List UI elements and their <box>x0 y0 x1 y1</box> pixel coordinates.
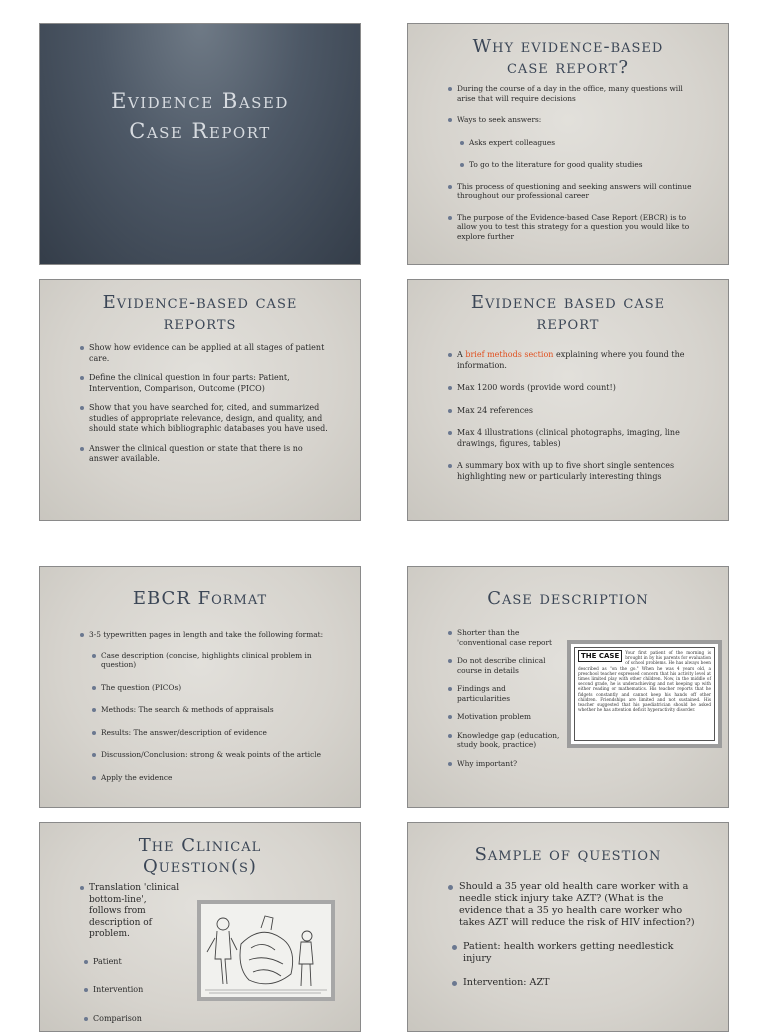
bullet: The purpose of the Evidence-based Case Report (EBCR) is to allow you to test this strategy for a question you would like to explore further <box>448 213 698 242</box>
sub-bullet: Results: The answer/description of evidence <box>92 728 340 738</box>
bullet: Show that you have searched for, cited, and summarized studies of appropriate relevance, design, and quality, and should state which bibliographic databases you have used. <box>80 403 330 435</box>
title-line: reports <box>163 313 237 334</box>
case-text: Your first patient of the morning is brought in by his parents for evaluation of school problems. He has always been described as "on the go." When he was 4 years old, a preschool teacher expressed concern that his activity level at times limited play with other children. Now, in the middle of second grade, he is underachieving and not keeping up with either reading or mathematics. His teacher reports that he fidgets constantly and cannot keep his hands off other children. Friendships are limited and not sustained. His teacher suggested that his paediatrician should be asked whether he has attention deficit hyperactivity disorder. <box>578 650 711 713</box>
bullet: Findings and particularities <box>448 684 560 703</box>
case-excerpt <box>567 640 722 748</box>
bullet-text: A <box>457 350 463 359</box>
bullet: Shorter than the 'conventional case report <box>448 628 560 647</box>
case-excerpt-body <box>574 647 715 741</box>
sub-bullet: Patient <box>84 957 180 968</box>
slide-7[interactable] <box>39 822 361 1032</box>
bullet: Define the clinical question in four parts: Patient, Intervention, Comparison, Outcome (PICO) <box>80 373 330 394</box>
bullet-list <box>80 630 340 782</box>
illustration-image <box>197 900 335 1001</box>
slide-5[interactable] <box>39 566 361 808</box>
title-line: Case Report <box>129 119 271 143</box>
slide-6[interactable] <box>407 566 729 808</box>
slide-5-title <box>46 588 354 609</box>
slide-6-title <box>414 588 722 609</box>
bullet: Should a 35 year old health care worker with a needle stick injury take AZT? (What is the evidence that a 35 yo health care worker who takes AZT will reduce the risk of HIV infection?) <box>448 881 698 929</box>
title-line: Evidence-based case <box>102 292 298 313</box>
bullet: Max 1200 words (provide word count!) <box>448 383 698 394</box>
title-line: case report? <box>506 57 629 78</box>
bullet: Ways to seek answers: <box>448 115 698 125</box>
bullet-list <box>448 84 698 241</box>
slide-1[interactable] <box>39 23 361 265</box>
sub-bullet: Apply the evidence <box>92 773 340 783</box>
sketch-illustration <box>201 904 331 997</box>
sub-bullet: Asks expert colleagues <box>460 138 698 148</box>
sub-bullet: Intervention: AZT <box>452 977 698 989</box>
bullet: This process of questioning and seeking answers will continue throughout our professional career <box>448 182 698 201</box>
sub-bullet: The question (PICOs) <box>92 683 340 693</box>
title-line: Question(s) <box>143 856 257 877</box>
bullet-list <box>448 350 698 482</box>
title-line: EBCR Format <box>132 588 268 609</box>
bullet: A summary box with up to five short single sentences highlighting new or particularly interesting things <box>448 461 698 482</box>
title-line: report <box>536 313 600 334</box>
slide-3-title <box>46 292 354 334</box>
slide-1-title <box>40 86 360 146</box>
bullet-text: explaining where you found the information. <box>457 350 685 370</box>
bullet: Translation 'clinical bottom-line', follows from description of problem. <box>80 883 180 941</box>
bullet: Max 24 references <box>448 406 698 417</box>
slide-3[interactable] <box>39 279 361 521</box>
bullet: Knowledge gap (education, study book, practice) <box>448 731 560 750</box>
title-line: Sample of question <box>474 844 662 865</box>
bullet: Show how evidence can be applied at all stages of patient care. <box>80 343 330 364</box>
sub-bullet: Methods: The search & methods of appraisals <box>92 705 340 715</box>
case-tag: THE CASE <box>578 650 622 662</box>
bullet: 3-5 typewritten pages in length and take the following format: <box>80 630 340 640</box>
bullet-list <box>80 343 330 465</box>
bullet: Answer the clinical question or state that there is no answer available. <box>80 444 330 465</box>
title-line: Why evidence-based <box>472 36 664 57</box>
highlighted-phrase: brief methods section <box>465 350 554 359</box>
slide-7-title <box>46 835 354 877</box>
sub-bullet: Discussion/Conclusion: strong & weak points of the article <box>92 750 340 760</box>
sub-bullet: Intervention <box>84 985 180 996</box>
slide-2-title <box>414 36 722 78</box>
bullet <box>448 350 698 371</box>
bullet: During the course of a day in the office, many questions will arise that will require decisions <box>448 84 698 103</box>
slide-4[interactable] <box>407 279 729 521</box>
sub-bullet: Case description (concise, highlights clinical problem in question) <box>92 651 340 670</box>
title-line: Evidence Based <box>111 89 289 113</box>
bullet-list <box>448 881 698 989</box>
slide-2[interactable] <box>407 23 729 265</box>
title-line: Evidence based case <box>470 292 666 313</box>
sub-bullet: Patient: health workers getting needlestick injury <box>452 941 698 965</box>
title-line: The Clinical <box>138 835 262 856</box>
bullet-list <box>448 628 560 768</box>
slide-4-title <box>414 292 722 334</box>
slide-8-title <box>414 844 722 865</box>
sub-bullet: Comparison <box>84 1014 180 1025</box>
bullet: Do not describe clinical course in details <box>448 656 560 675</box>
slide-8[interactable] <box>407 822 729 1032</box>
bullet: Why important? <box>448 759 560 769</box>
sub-bullet: To go to the literature for good quality studies <box>460 160 698 170</box>
title-line: Case description <box>487 588 649 609</box>
bullet-list <box>80 883 180 1024</box>
bullet: Motivation problem <box>448 712 560 722</box>
bullet: Max 4 illustrations (clinical photographs, imaging, line drawings, figures, tables) <box>448 428 698 449</box>
